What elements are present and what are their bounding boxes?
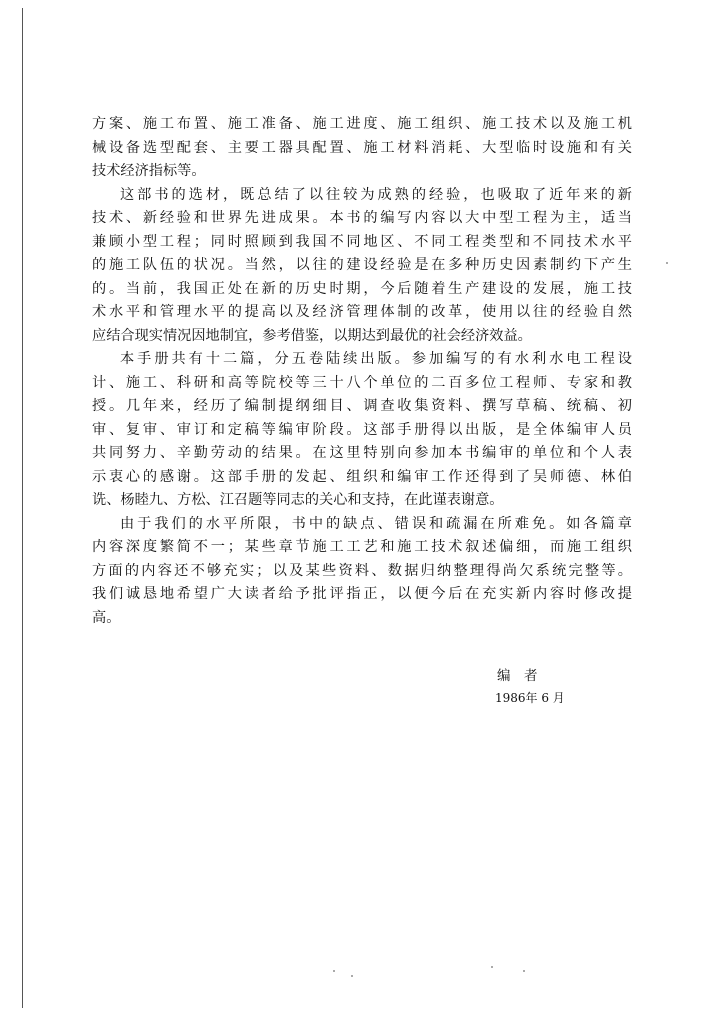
author-signature: 编 者	[497, 668, 538, 684]
text-line: 示衷心的感谢。这部手册的发起、组织和编审工作还得到了吴师德、林伯	[92, 468, 632, 485]
text-line: 术水平和管理水平的提高以及经济管理体制的改革，使用以往的经验自然	[92, 304, 632, 320]
scan-speck	[666, 262, 668, 264]
publication-date: 1986年 6 月	[495, 691, 565, 705]
paragraph-start-line: 这部书的选材，既总结了以往较为成熟的经验，也吸取了近年来的新	[120, 186, 632, 203]
text-line: 的施工队伍的状况。当然，以往的建设经验是在多种历史因素制约下产生	[92, 257, 632, 273]
text-line: 我们诚恳地希望广大读者给予批评指正，以便今后在充实新内容时修改提	[92, 586, 632, 602]
scan-speck	[333, 970, 335, 972]
scan-speck	[351, 975, 353, 977]
text-line: 授。几年来，经历了编制提纲细目、调查收集资料、撰写草稿、统稿、初	[92, 398, 632, 414]
preface-body	[92, 113, 632, 630]
text-line: 的。当前，我国正处在新的历史时期，今后随着生产建设的发展，施工技	[92, 280, 632, 297]
scan-speck	[523, 970, 525, 972]
text-line: 技术、新经验和世界先进成果。本书的编写内容以大中型工程为主，适当	[92, 210, 632, 226]
text-line: 高。	[92, 609, 121, 626]
text-line: 方案、施工布置、施工准备、施工进度、施工组织、施工技术以及施工机	[92, 116, 632, 132]
text-line: 应结合现实情况因地制宜，参考借鉴，以期达到最优的社会经济效益。	[92, 327, 532, 344]
text-line: 审、复审、审订和定稿等编审阶段。这部手册得以出版，是全体编审人员	[92, 421, 632, 438]
text-line: 计、施工、科研和高等院校等三十八个单位的二百多位工程师、专家和教	[92, 374, 632, 391]
paragraph-start-line: 本手册共有十二篇，分五卷陆续出版。参加编写的有水利水电工程设	[120, 351, 632, 367]
paragraph-start-line: 由于我们的水平所限，书中的缺点、错误和疏漏在所难免。如各篇章	[120, 515, 632, 532]
text-line: 诜、杨睦九、方松、江召题等同志的关心和支持，在此谨表谢意。	[92, 492, 504, 508]
scan-speck	[491, 966, 493, 968]
text-line: 方面的内容还不够充实；以及某些资料、数据归纳整理得尚欠系统完整等。	[92, 562, 632, 579]
text-line: 械设备选型配套、主要工器具配置、施工材料消耗、大型临时设施和有关	[92, 139, 632, 156]
text-line: 共同努力、辛勤劳动的结果。在这里特别向参加本书编审的单位和个人表	[92, 445, 632, 461]
text-line: 内容深度繁简不一；某些章节施工工艺和施工技术叙述偏细，而施工组织	[92, 539, 632, 555]
page-binding-edge	[22, 8, 23, 1008]
text-line: 兼顾小型工程；同时照顾到我国不同地区、不同工程类型和不同技术水平	[92, 233, 632, 250]
text-line: 技术经济指标等。	[92, 163, 206, 179]
